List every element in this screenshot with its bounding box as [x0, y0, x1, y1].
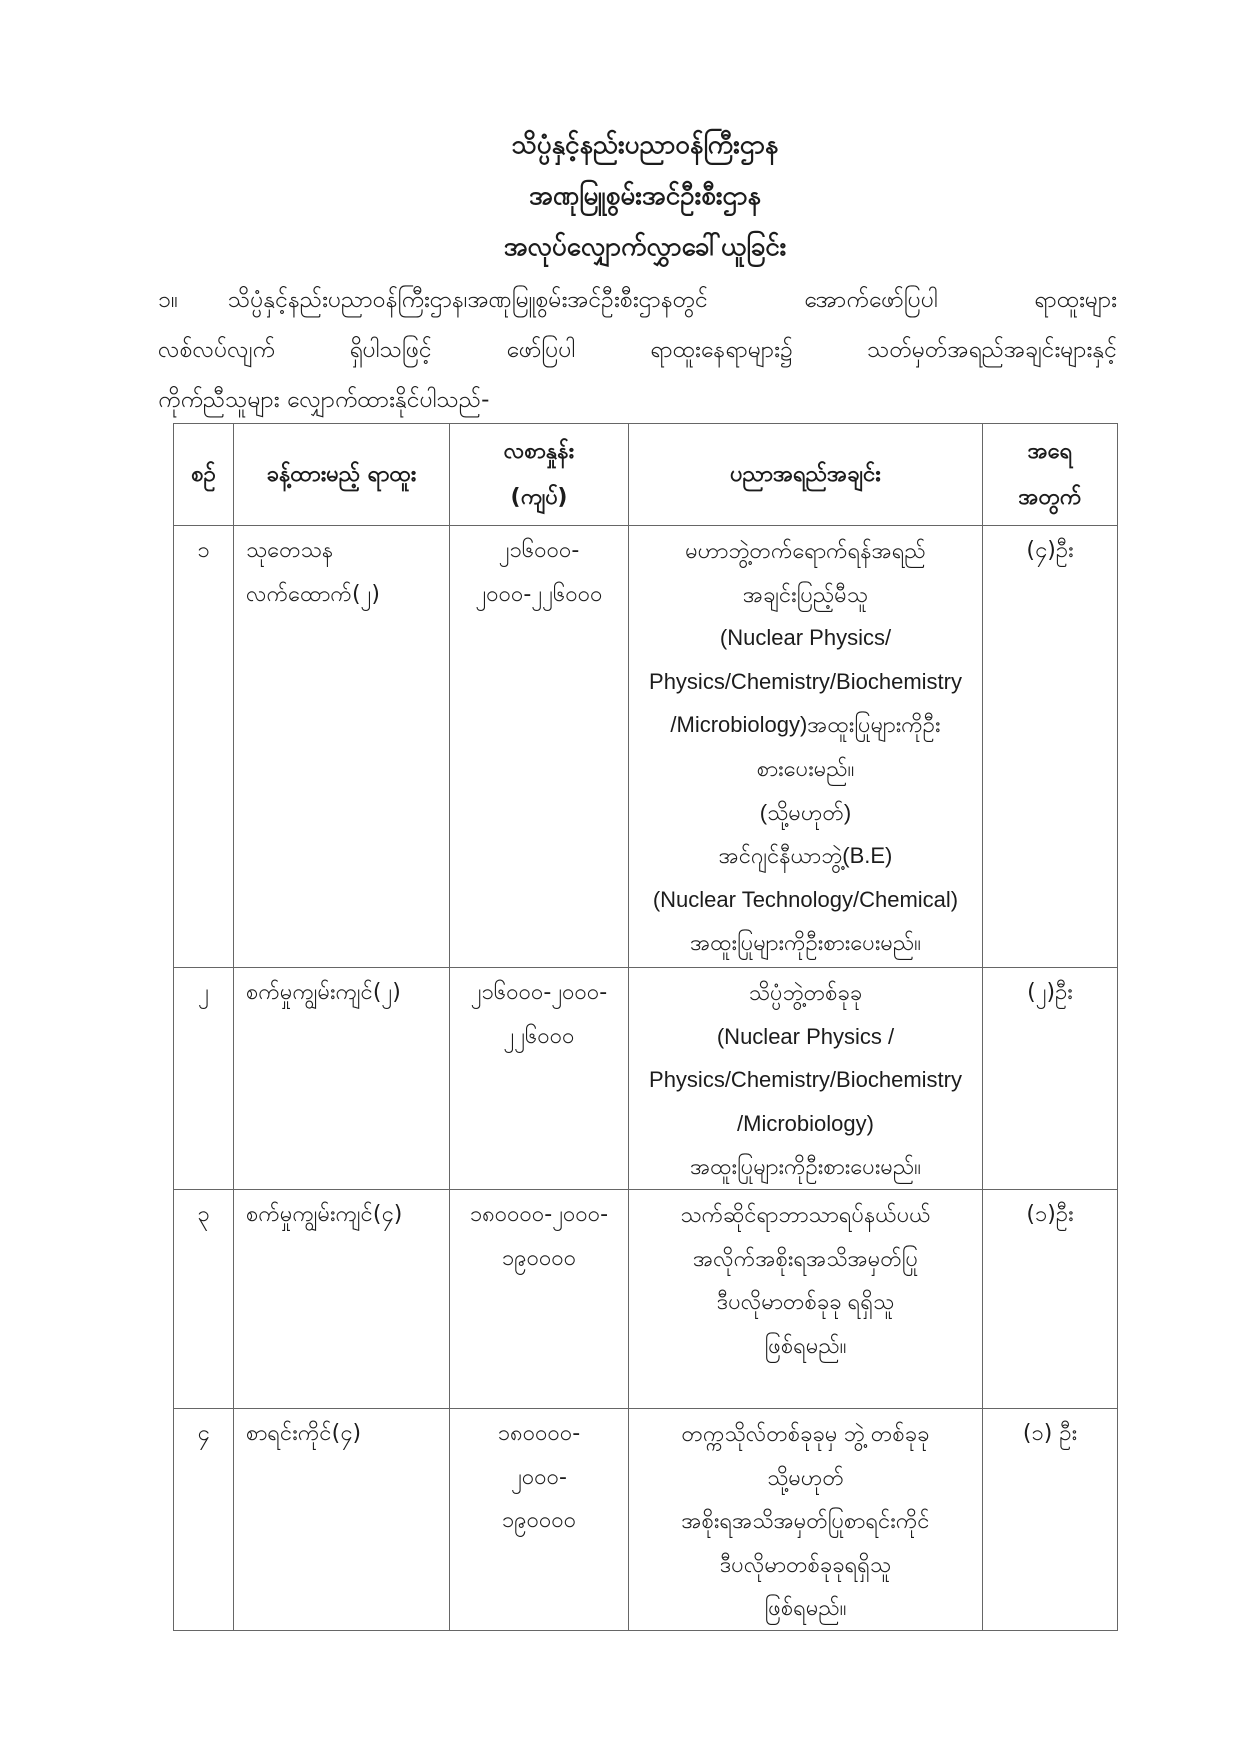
table-header-row: [174, 424, 1118, 526]
salary-line: ၂၁၆၀၀၀-: [498, 538, 580, 563]
qualification-line: (Nuclear Technology/Chemical): [652, 886, 959, 912]
table-row: [174, 1408, 1118, 1630]
position-cell: [234, 526, 450, 968]
qualification-line: /Microbiology): [737, 1110, 874, 1136]
salary-cell: [450, 526, 629, 968]
row-number-cell: [174, 1408, 234, 1630]
department-name: အဏုမြူစွမ်းအင်ဦးစီးဌာန: [529, 181, 761, 211]
paragraph-number: ၁။: [158, 287, 178, 313]
position-line: လက်ထောက်(၂): [246, 581, 380, 607]
post-count: (၁) ဦး: [1022, 1420, 1078, 1446]
post-count: (၂)ဦး: [1027, 980, 1073, 1005]
header-count-label: အတွက်: [1018, 484, 1082, 510]
qualification-line: ဖြစ်ရမည်။: [764, 1595, 847, 1621]
salary-cell: [450, 968, 629, 1190]
ministry-name: သိပ္ပံနှင့်နည်းပညာဝန်ကြီးဌာန: [511, 130, 779, 160]
qualification-line: (Nuclear Physics/: [719, 625, 892, 651]
notice-title: အလုပ်လျှောက်လွှာခေါ်ယူခြင်း: [503, 232, 787, 262]
salary-line: ၂၀၀၀-၂၂၆၀၀၀: [475, 581, 603, 607]
qualification-line: /Microbiology)အထူးပြုများကိုဦး: [670, 712, 941, 738]
position-cell: [234, 968, 450, 1190]
header-qualification-label: ပညာအရည်အချင်း: [730, 461, 881, 487]
salary-line: ၁၉၀၀၀၀: [501, 1245, 577, 1271]
intro-line: [158, 275, 1117, 325]
salary-line: ၂၂၆၀၀၀: [503, 1023, 575, 1049]
header-no: [174, 424, 234, 526]
qualification-cell: [629, 526, 983, 968]
qualification-cell: [629, 1189, 983, 1408]
position-line: သုတေသန: [246, 538, 334, 563]
row-number: ၃: [197, 1201, 210, 1227]
salary-line: ၁၈၀၀၀၀-၂၀၀၀-: [469, 1201, 609, 1227]
qualification-line: (သို့မဟုတ်): [759, 799, 852, 825]
salary-line: ၁၈၀၀၀၀-: [497, 1420, 581, 1446]
row-number: ၂: [198, 980, 209, 1005]
qualification-line: မဟာဘွဲ့တက်ရောက်ရန်အရည်: [685, 538, 926, 563]
qualification-line: Physics/Chemistry/Biochemistry: [649, 1067, 962, 1093]
row-number-cell: [174, 968, 234, 1190]
row-number: ၁: [197, 538, 210, 563]
post-count: (၄)ဦး: [1026, 538, 1074, 563]
header-salary-label: လစာနှုန်း: [503, 438, 575, 464]
qualification-line: (Nuclear Physics /: [716, 1023, 895, 1049]
position-cell: [234, 1189, 450, 1408]
header-position-label: ခန့်ထားမည့် ရာထူး: [266, 461, 417, 487]
count-cell: [983, 1408, 1118, 1630]
position-line: စက်မှုကျွမ်းကျင်(၂): [246, 980, 401, 1005]
qualification-cell: [629, 968, 983, 1190]
count-cell: [983, 526, 1118, 968]
qualification-line: တက္ကသိုလ်တစ်ခုခုမှ ဘွဲ့ တစ်ခုခု: [681, 1420, 930, 1446]
qualification-line: အစိုးရအသိအမှတ်ပြုစာရင်းကိုင်: [681, 1508, 930, 1534]
qualification-line: Physics/Chemistry/Biochemistry: [649, 668, 962, 694]
intro-line: ကိုက်ညီသူများ လျှောက်ထားနိုင်ပါသည်-: [158, 387, 490, 413]
qualification-line: သက်ဆိုင်ရာဘာသာရပ်နယ်ပယ်: [680, 1201, 931, 1227]
header-position: [234, 424, 450, 526]
table-row: [174, 526, 1118, 968]
count-cell: [983, 968, 1118, 1190]
vacancy-table: [173, 423, 1118, 1631]
salary-line: ၁၉၀၀၀၀: [501, 1508, 577, 1534]
qualification-line: စားပေးမည်။: [756, 755, 855, 781]
qualification-line: ဖြစ်ရမည်။: [764, 1332, 847, 1358]
intro-paragraph: [158, 275, 1117, 425]
row-number: ၄: [197, 1420, 210, 1446]
header-count-label: အရေ: [1027, 438, 1073, 464]
header-no-label: စဉ်: [191, 461, 216, 487]
row-number-cell: [174, 1189, 234, 1408]
header-salary-unit: (ကျပ်): [510, 484, 568, 510]
qualification-line: သို့မဟုတ်: [767, 1464, 844, 1490]
table-row: [174, 1189, 1118, 1408]
intro-text: သိပ္ပံနှင့်နည်းပညာဝန်ကြီးဌာန၊အဏုမြူစွမ်းအင်ဦးစီးဌာနတွင် အောက်ဖော်ပြပါ ရာထူးများ: [228, 287, 1117, 313]
salary-line: ၂၁၆၀၀၀-၂၀၀၀-: [470, 980, 608, 1005]
header-qualification: [629, 424, 983, 526]
qualification-line: ဒီပလိုမာတစ်ခုခုရရှိသူ: [719, 1551, 892, 1577]
salary-cell: [450, 1189, 629, 1408]
qualification-line: အချင်းပြည့်မီသူ: [742, 581, 869, 607]
header-count: [983, 424, 1118, 526]
qualification-line: အထူးပြုများကိုဦးစားပေးမည်။: [690, 930, 921, 956]
salary-line: ၂၀၀၀-: [511, 1464, 567, 1490]
qualification-line: သိပ္ပံဘွဲ့တစ်ခုခု: [748, 980, 863, 1005]
header-salary: [450, 424, 629, 526]
row-number-cell: [174, 526, 234, 968]
document-heading: [173, 120, 1117, 273]
qualification-line: အလိုက်အစိုးရအသိအမှတ်ပြု: [692, 1245, 919, 1271]
position-line: စာရင်းကိုင်(၄): [246, 1420, 362, 1446]
salary-cell: [450, 1408, 629, 1630]
qualification-line: အထူးပြုများကိုဦးစားပေးမည်။: [690, 1154, 921, 1180]
post-count: (၁)ဦး: [1026, 1201, 1074, 1227]
position-cell: [234, 1408, 450, 1630]
table-row: [174, 968, 1118, 1190]
qualification-cell: [629, 1408, 983, 1630]
count-cell: [983, 1189, 1118, 1408]
position-line: စက်မှုကျွမ်းကျင်(၄): [246, 1201, 403, 1227]
qualification-line: အင်ဂျင်နီယာဘွဲ့(B.E): [718, 843, 893, 869]
intro-line: လစ်လပ်လျက် ရှိပါသဖြင့် ဖော်ပြပါ ရာထူးနေရာများ၌ သတ်မှတ်အရည်အချင်းများနှင့်: [158, 337, 1117, 363]
qualification-line: ဒီပလိုမာတစ်ခုခု ရရှိသူ: [716, 1289, 895, 1315]
